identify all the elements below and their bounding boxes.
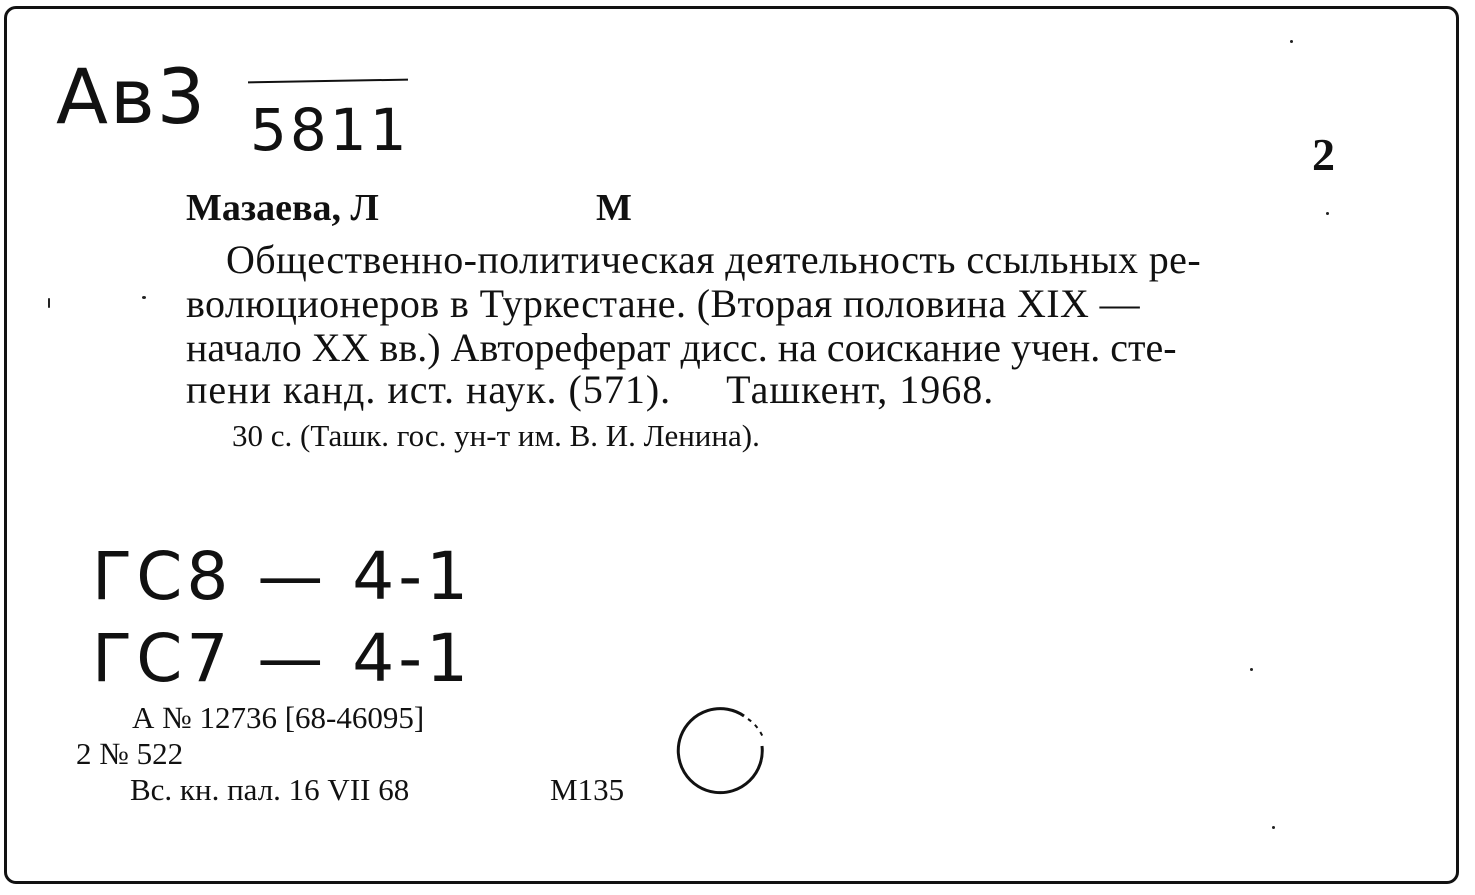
shelfmark-number: 5811 xyxy=(250,96,410,164)
title-line-4: пени канд. ист. наук. (571). Ташкент, 1968. xyxy=(186,367,995,412)
card-number: 2 xyxy=(1312,129,1335,180)
title-line-3: начало XX вв.) Автореферат дисс. на соискание учен. сте- xyxy=(186,325,1177,370)
handwritten-code-1: ГС8 — 4-1 xyxy=(92,538,473,615)
book-chamber-date: Вс. кн. пал. 16 VII 68 xyxy=(130,772,410,807)
speck xyxy=(1326,212,1329,215)
collation: 30 с. (Ташк. гос. ун-т им. В. И. Ленина). xyxy=(232,418,760,453)
accession-number: А № 12736 [68-46095] xyxy=(132,700,425,735)
speck xyxy=(1250,668,1253,671)
author-initial: М xyxy=(596,187,632,229)
title-line-1: Общественно-политическая деятельность ссыльных ре- xyxy=(226,237,1202,282)
copy-number: 2 № 522 xyxy=(76,736,184,771)
speck xyxy=(1290,40,1293,43)
punch-hole xyxy=(674,702,774,802)
shelfmark-prefix: Ав3 xyxy=(56,52,208,141)
title-line-2: волюционеров в Туркестане. (Вторая половина XIX — xyxy=(186,281,1141,326)
speck xyxy=(142,296,146,299)
print-code: М135 xyxy=(550,772,625,807)
speck xyxy=(1272,826,1275,829)
handwritten-code-2: ГС7 — 4-1 xyxy=(92,620,473,697)
author-surname: Мазаева, Л xyxy=(186,187,379,229)
speck xyxy=(48,298,50,308)
